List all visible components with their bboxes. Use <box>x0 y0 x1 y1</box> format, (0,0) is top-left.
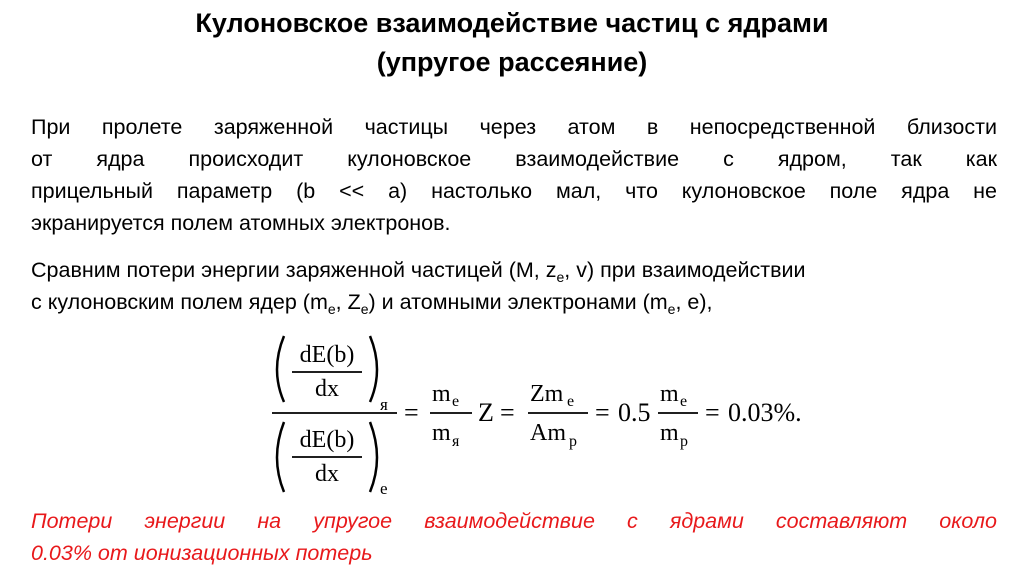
subscript-e: e <box>667 301 676 317</box>
comparison-text: ) и атомными электронами (m <box>368 290 668 314</box>
left-paren-bottom <box>277 422 284 492</box>
comparison-text: , v) при взаимодействии <box>564 258 806 282</box>
subscript-electron: e <box>380 479 388 498</box>
conclusion-line-2: 0.03% от ионизационных потерь <box>31 541 373 565</box>
sub-e: e <box>680 393 688 410</box>
subscript-e: e <box>556 269 565 285</box>
conclusion-line-1: Потери энергии на упругое взаимодействие с ядрами составляют около <box>31 509 997 533</box>
left-paren-top <box>277 336 284 402</box>
m-bottom: m <box>660 420 679 446</box>
m-top: m <box>432 381 451 407</box>
equals-2: = <box>500 398 515 427</box>
title-line-2: (упругое рассеяние) <box>376 47 648 77</box>
numerator-dE: dE(b) <box>299 342 355 368</box>
equals-3: = <box>595 398 610 427</box>
Z-symbol: Z <box>478 398 494 427</box>
intro-line-1: При пролете заряженной частицы через атом в непосредственной близости <box>31 115 997 139</box>
energy-loss-formula <box>262 330 852 502</box>
intro-line-3: прицельный параметр (b << a) настолько мал, что кулоновское поле ядра не <box>31 179 997 203</box>
formula-svg <box>262 330 852 502</box>
title-line-1: Кулоновское взаимодействие частиц с ядрами <box>195 8 829 38</box>
sub-p: p <box>569 433 577 450</box>
sub-e: e <box>567 393 575 410</box>
coefficient: 0.5 <box>618 398 651 427</box>
page-title <box>0 4 1024 82</box>
subscript-e: e <box>327 301 336 317</box>
comparison-line-2 <box>31 286 997 318</box>
conclusion-highlight <box>31 505 997 569</box>
intro-line-2: от ядра происходит кулоновское взаимодействие с ядром, так как <box>31 147 997 171</box>
Zm-top: Zm <box>530 381 564 407</box>
sub-e: e <box>452 393 460 410</box>
numerator-dx: dx <box>315 376 339 402</box>
result-value: 0.03%. <box>728 398 802 427</box>
subscript-e: e <box>360 301 369 317</box>
denominator-dx: dx <box>315 461 339 487</box>
comparison-text: , e), <box>675 290 713 314</box>
sub-ya: я <box>452 433 460 450</box>
paragraph-comparison <box>31 254 997 318</box>
sub-p: p <box>680 433 688 450</box>
denominator-dE: dE(b) <box>299 427 355 453</box>
equals-4: = <box>705 398 720 427</box>
m-bottom: m <box>432 420 451 446</box>
comparison-text: с кулоновским полем ядер (m <box>31 290 328 314</box>
comparison-text: , Z <box>335 290 361 314</box>
comparison-line-1 <box>31 254 997 286</box>
right-paren-bottom <box>370 422 377 492</box>
right-paren-top <box>370 336 377 402</box>
paragraph-intro <box>31 111 997 239</box>
subscript-nucleus: я <box>380 395 388 414</box>
Am-bottom: Am <box>530 420 566 446</box>
comparison-text: Сравним потери энергии заряженной частицей (M, z <box>31 258 557 282</box>
equals-1: = <box>404 398 419 427</box>
intro-line-4: экранируется полем атомных электронов. <box>31 211 451 235</box>
m-top: m <box>660 381 679 407</box>
